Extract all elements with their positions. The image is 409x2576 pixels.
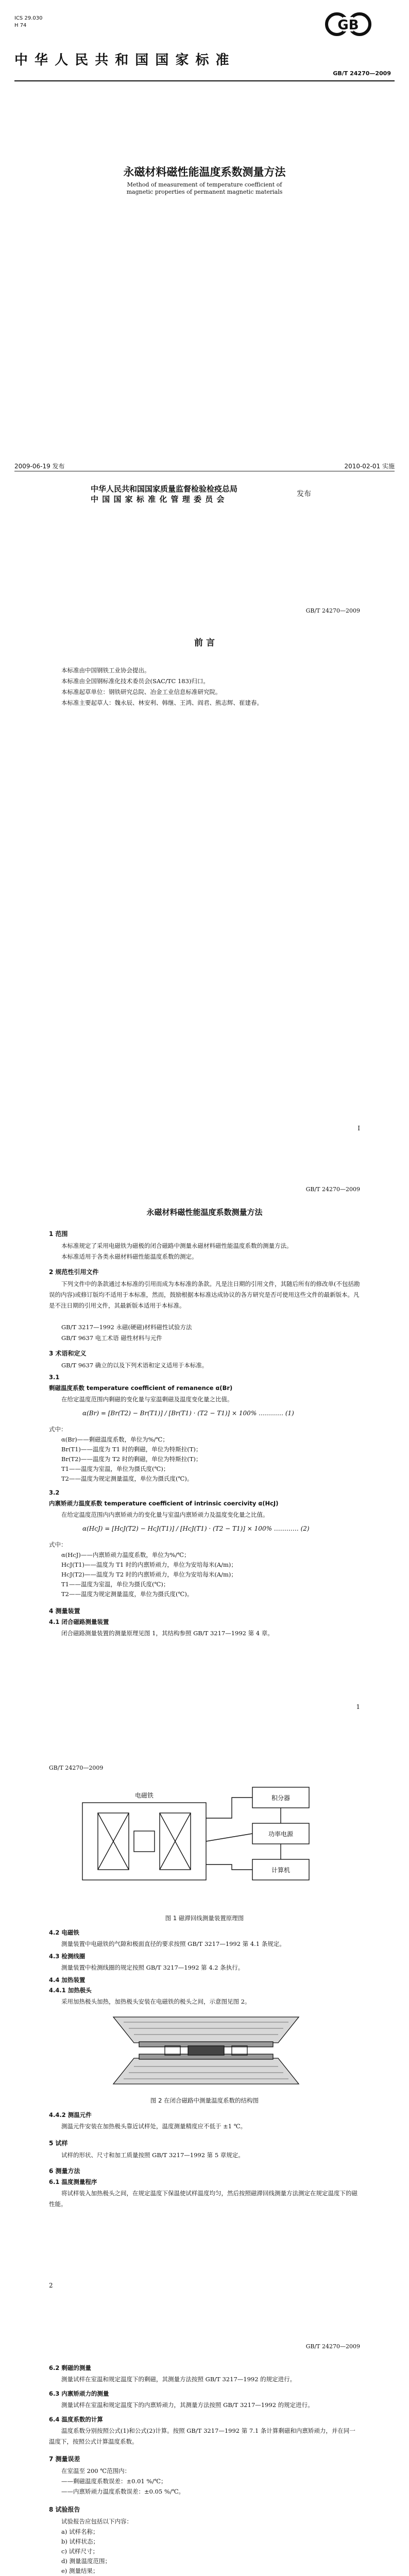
list-item: c) 试样尺寸；	[61, 2548, 99, 2555]
specimen	[188, 2046, 224, 2055]
section-heading: 4 测量装置	[49, 1607, 80, 1615]
paragraph: 闭合磁路测量装置的测量原理见图 1，其结构参照 GB/T 3217—1992 第 4 章。	[61, 1630, 274, 1637]
sample-specimen	[134, 1831, 155, 1852]
figure-1-caption: 图 1 磁滞回线测量装置原理图	[165, 1914, 244, 1922]
section-heading: 8 试验报告	[49, 2506, 80, 2513]
formula-2: α(HcJ) = [HcJ(T2) − HcJ(T1)] / [HcJ(T1) · (T2 − T1)] × 100% ………… (2)	[82, 1525, 310, 1532]
cover-page	[0, 0, 409, 579]
paragraph: 测量装置中检测线圈的规定按照 GB/T 3217—1992 第 4.2 条执行。	[61, 1964, 244, 1971]
fig1-label: 电磁铁	[134, 1792, 154, 1799]
term-title: 剩磁温度系数 temperature coefficient of remanence α(Br)	[49, 1384, 233, 1392]
term-definition: 在给定温度范围内内禀矫顽力的变化量与室温内禀矫顽力及温度变化量之比值。	[61, 1511, 269, 1518]
electromagnet-yoke	[82, 1803, 206, 1880]
term-number: 3.2	[49, 1489, 60, 1496]
standard-number: GB/T 24270—2009	[333, 70, 391, 77]
variable-def: T2——温度为规定测量温度，单位为摄氏度(℃)。	[61, 1590, 193, 1598]
where-label: 式中：	[49, 1541, 67, 1548]
foreword-line: 本标准主要起草人：魏永辰、林安利、韩继、王鸿、阎君、熊志辉、崔建春。	[61, 699, 263, 706]
fig1-label: 积分器	[271, 1794, 291, 1802]
ccs-code: H 74	[14, 23, 27, 28]
paragraph: 采用加热极头加热，加热极头安装在电磁铁的极头之间，示意图见图 2。	[61, 1998, 251, 2005]
gb-logo	[307, 12, 389, 36]
paragraph: 在室温至 200 ℃范围内：	[61, 2467, 131, 2475]
list-item: a) 试样名称；	[61, 2528, 99, 2535]
variable-def: T1——温度为室温，单位为摄氏度(℃)；	[61, 1465, 169, 1472]
subsection-heading: 6.1 温度测量程序	[49, 2178, 97, 2185]
subsection-heading: 4.4.2 测温元件	[49, 2111, 92, 2119]
lower-pole-head	[113, 2058, 299, 2084]
page-header: GB/T 24270—2009	[49, 1765, 104, 1771]
subsection-heading: 6.2 剩磁的测量	[49, 2364, 91, 2371]
section-heading: 3 术语和定义	[49, 1350, 87, 1357]
section-heading: 7 测量误差	[49, 2455, 80, 2463]
figure-2-diagram	[82, 2012, 330, 2089]
paragraph: 试样的形状、尺寸和加工质量按照 GB/T 3217—1992 第 5 章规定。	[61, 2151, 244, 2159]
paragraph: 测温元件安装在加热极头靠近试样处，温度测量精度应不低于 ±1 ℃。	[61, 2123, 247, 2130]
issue-date: 2009-06-19 发布	[14, 463, 65, 470]
variable-def: α(HcJ)——内禀矫顽力温度系数，单位为%/℃；	[61, 1551, 190, 1558]
upper-pole-head	[113, 2017, 299, 2043]
fig1-label: 功率电源	[268, 1831, 294, 1838]
standard-type-title: 中 华 人 民 共 和 国 国 家 标 准	[14, 53, 230, 68]
formula-1: α(Br) = [Br(T2) − Br(T1)] / [Br(T1) · (T2 − T1)] × 100% ………… (1)	[82, 1410, 294, 1417]
section-heading: 1 范围	[49, 1230, 68, 1238]
variable-def: Br(T1)——温度为 T1 时的剩磁，单位为特斯拉(T)；	[61, 1446, 202, 1453]
page-number: Ⅰ	[357, 1125, 360, 1132]
paragraph: 下列文件中的条款通过本标准的引用而成为本标准的条款。凡是注日期的引用文件，其随后所有的修改单(不包括勘误的内容)或修订版均不适用于本标准，然而，鼓励根据本标准达成协议的各方研究是否可使用这些文件的最新版本。凡是不注日期的引用文件，其最新版本适用于本标准。	[49, 1280, 360, 1309]
main-title: 永磁材料磁性能温度系数测量方法	[146, 1208, 263, 1217]
subsection-heading: 4.1 闭合磁路测量装置	[49, 1618, 109, 1625]
document-title-en-line2: magnetic properties of permanent magnetic materials	[126, 189, 283, 195]
search-coil	[165, 2046, 180, 2055]
variable-def: HcJ(T1)——温度为 T1 时的内禀矫顽力，单位为安培每米(A/m)；	[61, 1561, 237, 1568]
subsection-heading: 4.4.1 加热极头	[49, 1987, 92, 1994]
issuer-1: 中华人民共和国国家质量监督检验检疫总局	[91, 484, 238, 494]
top-rule	[14, 80, 395, 81]
issuer-2: 中 国 国 家 标 准 化 管 理 委 员 会	[91, 495, 225, 504]
foreword-line: 本标准由中国钢铁工业协会提出。	[61, 667, 150, 674]
page-header: GB/T 24270—2009	[305, 1186, 360, 1193]
paragraph: 温度系数分别按照公式(1)和公式(2)计算。按照 GB/T 3217—1992 第 7.1 条计算剩磁和内禀矫顽力，并在同一温度下，按照公式计算温度系数。	[49, 2427, 355, 2445]
figure-1-diagram	[62, 1777, 350, 1906]
foreword-line: 本标准起草单位：钢铁研究总院、冶金工业信息标准研究院。	[61, 688, 221, 696]
list-item: d) 测量温度范围；	[61, 2557, 111, 2565]
figure-2-caption: 图 2 在闭合磁路中测量温度系数的结构图	[150, 2097, 259, 2104]
implementation-date: 2010-02-01 实施	[344, 463, 395, 470]
section-heading: 5 试样	[49, 2140, 68, 2147]
issued-word: 发布	[297, 490, 311, 498]
paragraph: 本标准适用于各类永磁材料磁性能温度系数的测定。	[61, 1253, 198, 1260]
subsection-heading: 6.3 内禀矫顽力的测量	[49, 2390, 109, 2397]
list-item: ——剩磁温度系数误差：±0.01 %/℃；	[61, 2478, 167, 2485]
variable-def: Br(T2)——温度为 T2 时的剩磁，单位为特斯拉(T)；	[61, 1455, 202, 1463]
foreword-heading: 前 言	[194, 638, 215, 648]
reference-item: GB/T 9637 电工术语 磁性材料与元件	[61, 1334, 162, 1342]
variable-def: α(Br)——剩磁温度系数，单位为%/℃；	[61, 1436, 168, 1443]
variable-def: HcJ(T2)——温度为 T2 时的内禀矫顽力，单位为安培每米(A/m)；	[61, 1571, 237, 1578]
fig1-label: 计算机	[271, 1867, 291, 1874]
list-item: e) 测量结果；	[61, 2567, 99, 2574]
list-item: ——内禀矫顽力温度系数误差：±0.05 %/℃。	[61, 2488, 185, 2495]
foreword-line: 本标准由全国钢标准化技术委员会(SAC/TC 183)归口。	[61, 677, 209, 685]
paragraph: 本标准规定了采用电磁铁为磁极的闭合磁路中测量永磁材料磁性能温度系数的测量方法。	[61, 1242, 293, 1249]
logo-text: GB	[337, 18, 359, 33]
term-definition: 在给定温度范围内剩磁的变化量与室温剩磁及温度变化量之比值。	[61, 1396, 233, 1403]
paragraph: 测量试样在室温和规定温度下的内禀矫顽力，其测量方法按照 GB/T 3217—1992 的规定进行。	[61, 2401, 314, 2409]
section-heading: 2 规范性引用文件	[49, 1268, 99, 1276]
foreword-page	[0, 579, 409, 1157]
section-heading: 6 测量方法	[49, 2167, 80, 2175]
subsection-heading: 4.4 加热装置	[49, 1976, 86, 1984]
document-title-cn: 永磁材料磁性能温度系数测量方法	[123, 165, 286, 178]
list-item: b) 试样状态；	[61, 2538, 99, 2545]
subsection-heading: 4.3 检测线圈	[49, 1953, 86, 1960]
subsection-heading: 4.2 电磁铁	[49, 1929, 79, 1936]
page-header: GB/T 24270—2009	[305, 607, 360, 614]
page-number: 2	[49, 2282, 53, 2289]
method-page	[0, 2314, 409, 2576]
subsection-heading: 6.4 温度系数的计算	[49, 2416, 103, 2423]
where-label: 式中：	[49, 1426, 67, 1433]
paragraph: GB/T 9637 确立的以及下列术语和定义适用于本标准。	[61, 1362, 208, 1369]
paragraph: 测量试样在室温和规定温度下的剩磁，其测量方法按照 GB/T 3217—1992 的规定进行。	[61, 2376, 296, 2383]
page-header: GB/T 24270—2009	[305, 2343, 360, 2350]
paragraph: 将试样装入加热极头之间，在规定温度下保温使试样温度均匀，然后按照磁滞回线测量方法测定在规定温度下的磁性能。	[49, 2190, 357, 2208]
paragraph: 测量装置中电磁铁的气隙和极面直径的要求按照 GB/T 3217—1992 第 4.1 条规定。	[61, 1940, 285, 1947]
term-title: 内禀矫顽力温度系数 temperature coefficient of intrinsic coercivity α(HcJ)	[49, 1500, 279, 1507]
figures-page	[0, 1736, 409, 2314]
document-title-en-line1: Method of measurement of temperature coefficient of	[127, 181, 282, 188]
main-text-page	[0, 1157, 409, 1736]
paragraph: 试验报告应包括以下内容：	[61, 2518, 132, 2525]
variable-def: T1——温度为室温，单位为摄氏度(℃)；	[61, 1581, 169, 1588]
page-number: 1	[356, 1703, 360, 1710]
ics-code: ICS 29.030	[14, 15, 43, 21]
variable-def: T2——温度为规定测量温度，单位为摄氏度(℃)。	[61, 1475, 193, 1482]
thermocouple-block	[232, 2046, 247, 2055]
term-number: 3.1	[49, 1374, 60, 1381]
reference-item: GB/T 3217—1992 永磁(硬磁)材料磁性试验方法	[61, 1324, 192, 1331]
